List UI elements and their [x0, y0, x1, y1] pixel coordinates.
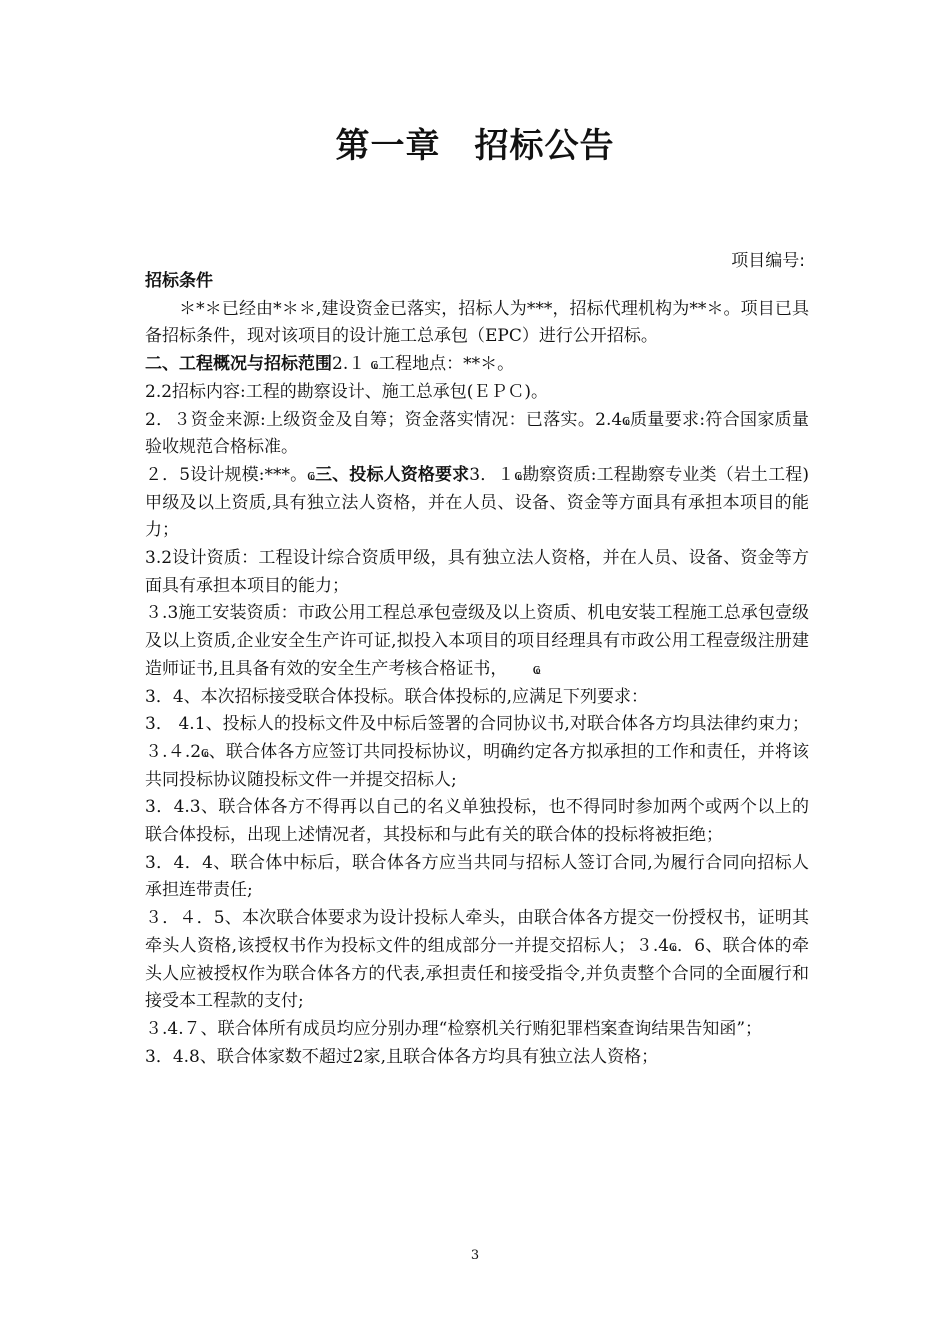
paragraph-3-4-8: 3．4.8、联合体家数不超过2家,且联合体各方均具有独立法人资格；: [145, 1046, 659, 1067]
item-3-1: 3．１ҩ勘察资质:工程勘察专业类（岩土工程)甲级及以上资质,具有独立法人资格，并在人员、设备、资金等方面具有承担本项目的能力；: [145, 464, 809, 541]
paragraph-3-3: ３.3施工安装资质：市政公用工程总承包壹级及以上资质、机电安装工程施工总承包壹级及以上资质,企业安全生产许可证,拟投入本项目的项目经理具有市政公用工程壹级注册建造师证书,且具备有效的安全生产考核合格证书， ҩ: [145, 603, 809, 679]
paragraph-3-4-3: 3．4.3、联合体各方不得再以自己的名义单独投标，也不得同时参加两个或两个以上的联合体投标，出现上述情况者，其投标和与此有关的联合体的投标将被拒绝；: [145, 797, 809, 846]
paragraph-3-2: 3.2设计资质：工程设计综合资质甲级，具有独立法人资格，并在人员、设备、资金等方面具有承担本项目的能力；: [145, 548, 809, 596]
document-body: [145, 268, 809, 1071]
chapter-name: 招标公告: [474, 126, 615, 166]
item-2-1: 2.１ ҩ工程地点：**＊。: [332, 354, 515, 375]
paragraph-3-4: 3．4、本次招标接受联合体投标。联合体投标的,应满足下列要求：: [145, 686, 649, 707]
project-number-label: 项目编号:: [731, 251, 805, 271]
chapter-number: 第一章: [335, 126, 441, 166]
paragraph-2-2: 2.2招标内容:工程的勘察设计、施工总承包(ＥＰＣ)。: [145, 381, 549, 402]
chapter-title: [0, 118, 950, 167]
paragraph-3-4-7: ３.4.７、联合体所有成员均应分别办理“检察机关行贿犯罪档案查询结果告知函”；: [145, 1018, 763, 1039]
paragraph-2-5: [145, 462, 809, 545]
paragraph-conditions: ＊*＊已经由*＊＊,建设资金已落实，招标人为***，招标代理机构为**＊。项目已具备招标条件，现对该项目的设计施工总承包（EPC）进行公开招标。: [145, 298, 809, 347]
paragraph-3-4-5: ３．４．5、本次联合体要求为设计投标人牵头，由联合体各方提交一份授权书，证明其牵头人资格,该授权书作为投标文件的组成部分一并提交招标人；３.4ҩ．6、联合体的牵头人应被授权作为联合体各方的代表,承担责任和接受指令,并负责整个合同的全面履行和接受本工程款的支付;: [145, 908, 809, 1012]
section-heading-conditions: 招标条件: [145, 271, 213, 291]
paragraph-2-1: [145, 351, 809, 379]
item-2-5: ２．5设计规模:***。ҩ: [145, 464, 315, 485]
section-heading-overview: 二、工程概况与招标范围: [145, 354, 332, 375]
paragraph-3-4-1: 3． 4.1、投标人的投标文件及中标后签署的合同协议书,对联合体各方均具法律约束力；３.４.2ҩ、联合体各方应签订共同投标协议，明确约定各方拟承担的工作和责任，并将该共同投标协议随投标文件一并提交招标人;: [145, 714, 809, 790]
paragraph-3-4-4: 3．4．4、联合体中标后，联合体各方应当共同与招标人签订合同,为履行合同向招标人承担连带责任;: [145, 852, 809, 901]
paragraph-2-3: 2．３资金来源:上级资金及自筹；资金落实情况：已落实。2.4ҩ质量要求:符合国家质量验收规范合格标准。: [145, 409, 809, 458]
section-heading-qualifications: 三、投标人资格要求: [314, 464, 470, 485]
page-number: 3: [470, 1248, 480, 1263]
